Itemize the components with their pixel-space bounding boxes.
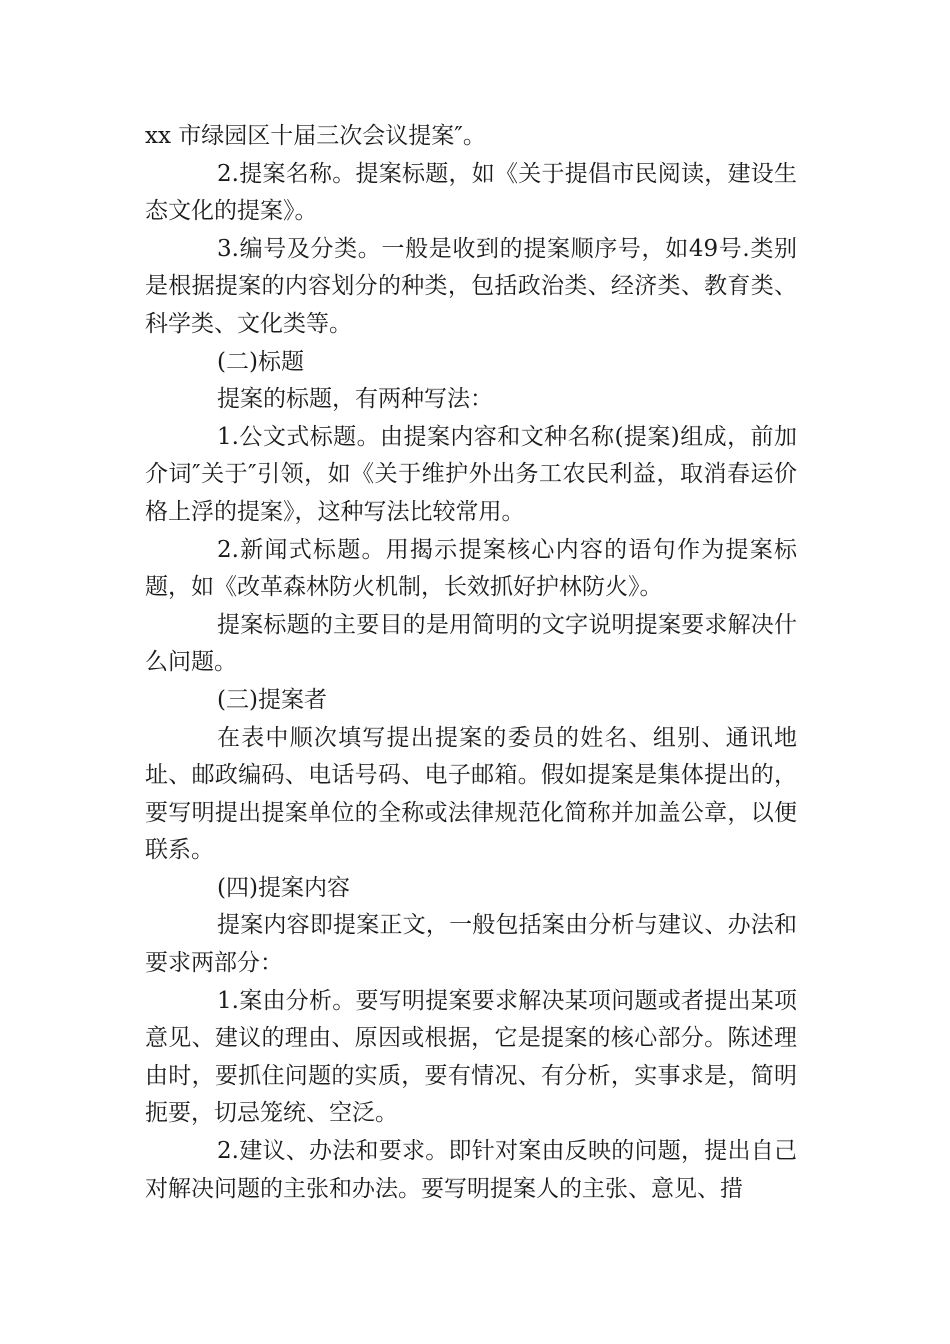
section-heading-4: (四)提案内容 [217, 874, 350, 901]
paragraph-1: xx 市绿园区十届三次会议提案″。 [145, 123, 486, 149]
section-heading-3: (三)提案者 [217, 686, 327, 713]
document-body [145, 118, 797, 1208]
paragraph-2: 2.提案名称。提案标题，如《关于提倡市民阅读，建设生态文化的提案》。 [145, 160, 797, 225]
paragraph-3: 3.编号及分类。一般是收到的提案顺序号，如49号.类别是根据提案的内容划分的种类，包括政治类、经济类、教育类、科学类、文化类等。 [145, 235, 797, 337]
paragraph-7: 2.新闻式标题。用揭示提案核心内容的语句作为提案标题，如《改革森林防火机制，长效抓好护林防火》。 [145, 536, 797, 601]
paragraph-6: 1.公文式标题。由提案内容和文种名称(提案)组成，前加介词″关于″引领，如《关于维护外出务工农民利益，取消春运价格上浮的提案》，这种写法比较常用。 [145, 423, 797, 525]
paragraph-10: 在表中顺次填写提出提案的委员的姓名、组别、通讯地址、邮政编码、电话号码、电子邮箱。假如提案是集体提出的，要写明提出提案单位的全称或法律规范化简称并加盖公章，以便联系。 [145, 724, 797, 864]
paragraph-12: 提案内容即提案正文，一般包括案由分析与建议、办法和要求两部分： [145, 912, 797, 977]
paragraph-8: 提案标题的主要目的是用简明的文字说明提案要求解决什么问题。 [145, 611, 797, 676]
paragraph-13: 1.案由分析。要写明提案要求解决某项问题或者提出某项意见、建议的理由、原因或根据，它是提案的核心部分。陈述理由时，要抓住问题的实质，要有情况、有分析，实事求是，简明扼要，切忌笼统、空泛。 [145, 987, 797, 1127]
section-heading-2: (二)标题 [217, 348, 304, 375]
paragraph-5: 提案的标题，有两种写法： [217, 386, 493, 413]
paragraph-14: 2.建议、办法和要求。即针对案由反映的问题，提出自己对解决问题的主张和办法。要写明提案人的主张、意见、措 [145, 1138, 797, 1202]
